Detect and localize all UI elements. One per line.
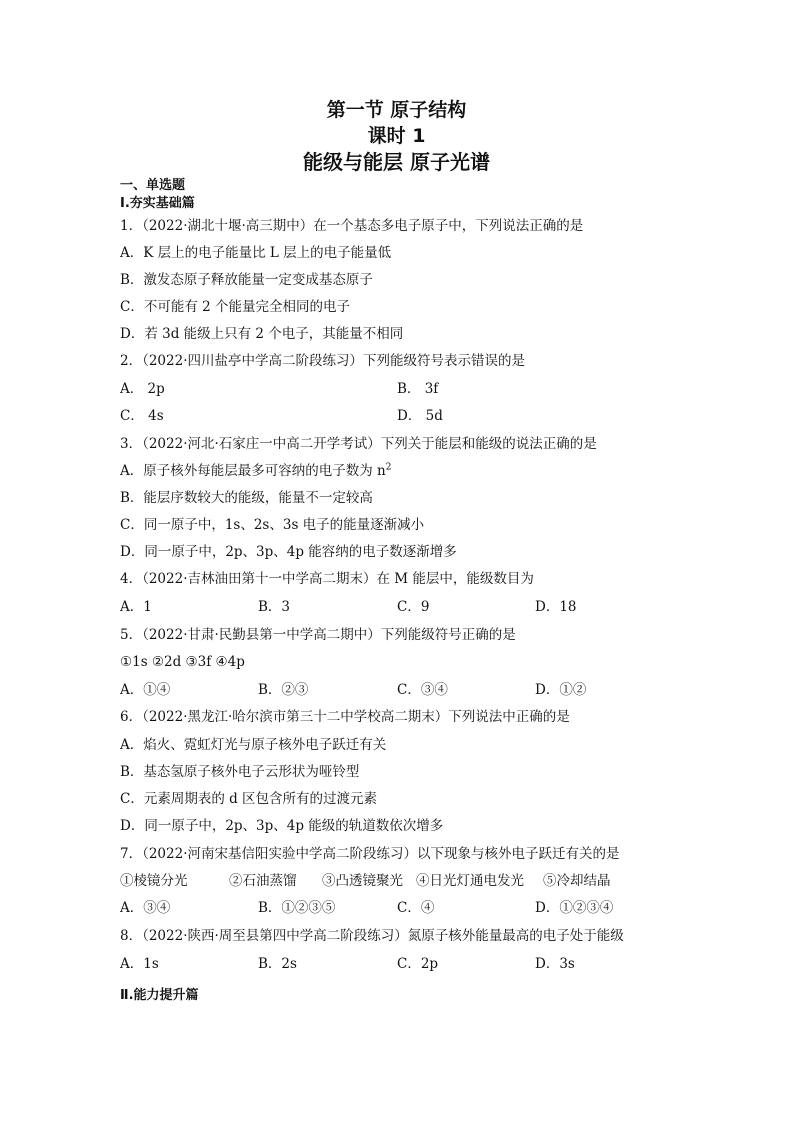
question-4-option-d: D．18 <box>535 599 577 615</box>
question-3-option-b: B．能层序数较大的能级，能量不一定较高 <box>120 490 373 506</box>
question-8-stem: 8．（2022·陕西·周至县第四中学高二阶段练习）氮原子核外能量最高的电子处于能级 <box>120 928 624 944</box>
question-7-option-c: C．④ <box>397 900 435 916</box>
question-4-option-c: C．9 <box>397 599 430 615</box>
question-8-option-a: A．1s <box>120 956 159 972</box>
chapter-title: 第一节 原子结构 <box>326 99 467 121</box>
question-5-stem: 5．（2022·甘肃·民勤县第一中学高二期中）下列能级符号正确的是 <box>120 627 516 643</box>
question-6-option-b: B．基态氢原子核外电子云形状为哑铃型 <box>120 764 360 780</box>
question-7-item-1: ①棱镜分光 <box>120 873 188 889</box>
question-4-option-b: B．3 <box>258 599 291 615</box>
question-4-option-a: A．1 <box>120 599 152 615</box>
question-7-option-b: B．①②③⑤ <box>258 900 336 916</box>
question-1-stem: 1．（2022·湖北十堰·高三期中）在一个基态多电子原子中，下列说法正确的是 <box>120 218 584 234</box>
question-1-option-c: C．不可能有 2 个能量完全相同的电子 <box>120 299 351 315</box>
question-2-stem: 2．（2022·四川盐亭中学高二阶段练习）下列能级符号表示错误的是 <box>120 353 525 369</box>
question-1-option-b: B．激发态原子释放能量一定变成基态原子 <box>120 272 373 288</box>
question-5-option-a: A．①④ <box>120 682 171 698</box>
question-8-option-d: D．3s <box>535 956 575 972</box>
question-2-option-a: A． 2p <box>120 381 165 397</box>
question-5-option-d: D．①② <box>535 682 587 698</box>
question-7-item-4: ④日光灯通电发光 <box>416 873 524 889</box>
superscript: 2 <box>385 462 392 473</box>
question-7-stem: 7．（2022·河南宋基信阳实验中学高二阶段练习）以下现象与核外电子跃迁有关的是 <box>120 846 620 862</box>
part-heading-basic: Ⅰ.夯实基础篇 <box>120 196 195 211</box>
question-3-option-d: D．同一原子中，2p、3p、4p 能容纳的电子数逐渐增多 <box>120 544 457 560</box>
section-heading: 一、单选题 <box>120 178 186 193</box>
question-6-stem: 6．（2022·黑龙江·哈尔滨市第三十二中学校高二期末）下列说法中正确的是 <box>120 709 570 725</box>
question-4-stem: 4．（2022·吉林油田第十一中学高二期末）在 M 能层中，能级数目为 <box>120 571 534 587</box>
question-2-option-d: D． 5d <box>397 408 443 424</box>
question-3-option-c: C．同一原子中，1s、2s、3s 电子的能量逐渐减小 <box>120 517 425 533</box>
question-1-option-d: D．若 3d 能级上只有 2 个电子，其能量不相同 <box>120 326 404 342</box>
question-2-option-c: C． 4s <box>120 408 164 424</box>
topic-title: 能级与能层 原子光谱 <box>303 150 490 174</box>
part-heading-advanced: Ⅱ.能力提升篇 <box>120 988 199 1003</box>
question-7-item-3: ③凸透镜聚光 <box>322 873 403 889</box>
question-8-option-c: C．2p <box>397 956 439 972</box>
question-7-option-d: D．①②③④ <box>535 900 614 916</box>
question-7-item-2: ②石油蒸馏 <box>229 873 297 889</box>
question-7-option-a: A．③④ <box>120 900 171 916</box>
question-6-option-c: C．元素周期表的 d 区包含所有的过渡元素 <box>120 791 378 807</box>
question-5-option-b: B．②③ <box>258 682 309 698</box>
question-1-option-a: A．K 层上的电子能量比 L 层上的电子能量低 <box>120 245 392 261</box>
question-3-option-a <box>120 462 391 480</box>
question-3-option-a-text: A．原子核外每能层最多可容纳的电子数为 n <box>120 463 386 479</box>
question-5-items: ①1s ②2d ③3f ④4p <box>120 654 245 670</box>
question-6-option-a: A．焰火、霓虹灯光与原子核外电子跃迁有关 <box>120 737 387 753</box>
question-8-option-b: B．2s <box>258 956 297 972</box>
question-2-option-b: B． 3f <box>397 381 439 397</box>
question-6-option-d: D．同一原子中，2p、3p、4p 能级的轨道数依次增多 <box>120 818 444 834</box>
lesson-title: 课时 1 <box>367 125 426 147</box>
question-7-item-5: ⑤冷却结晶 <box>543 873 611 889</box>
question-5-option-c: C．③④ <box>397 682 448 698</box>
question-3-stem: 3．（2022·河北·石家庄一中高二开学考试）下列关于能层和能级的说法正确的是 <box>120 436 597 452</box>
